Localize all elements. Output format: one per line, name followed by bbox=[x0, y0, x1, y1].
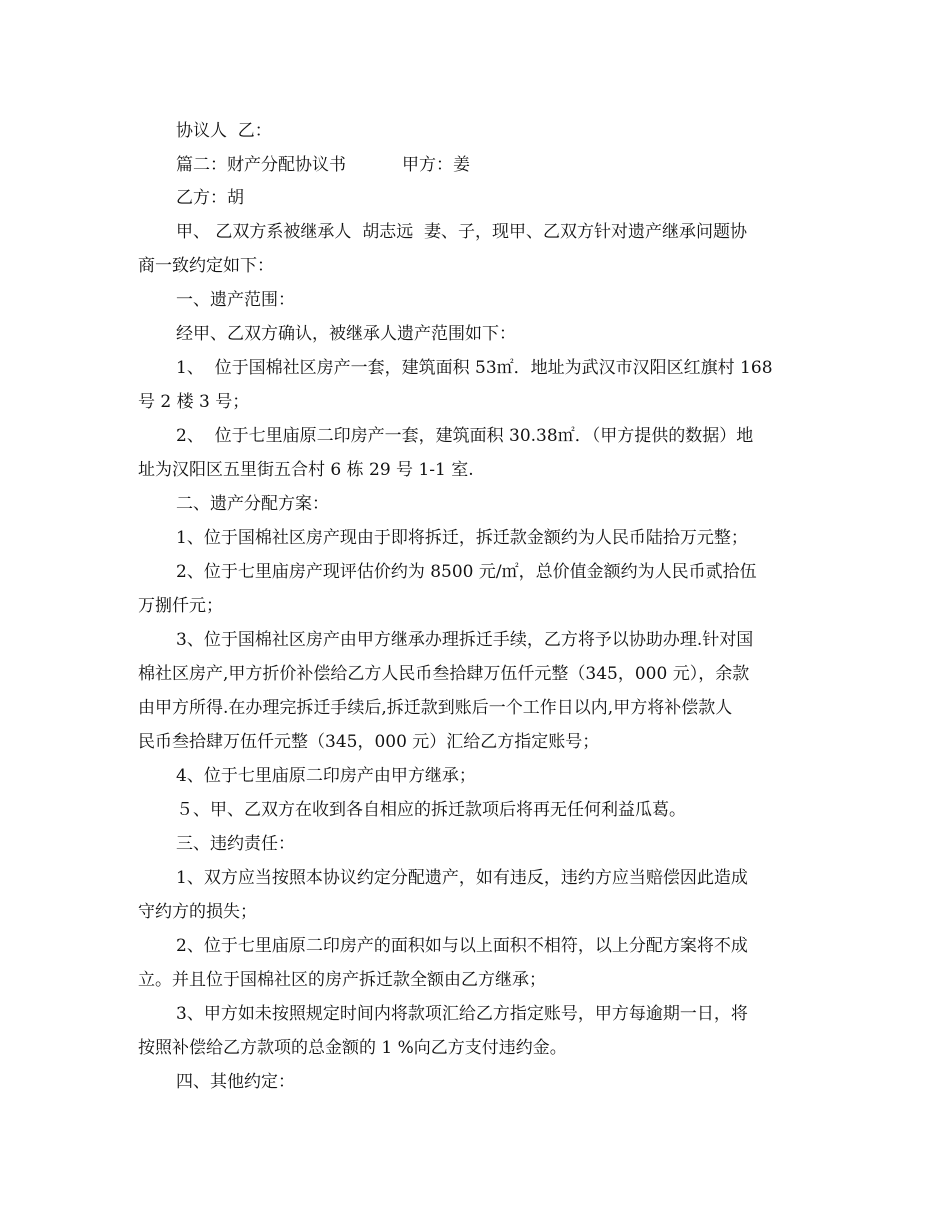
text-line: 守约方的损失； bbox=[138, 902, 257, 922]
text-line: 篇二：财产分配协议书 bbox=[176, 155, 346, 175]
text-line: 2、 位于七里庙原二印房产一套，建筑面积 30.38㎡．（甲方提供的数据）地 bbox=[176, 426, 754, 446]
text-line: ５、甲、乙双方在收到各自相应的拆迁款项后将再无任何利益瓜葛。 bbox=[176, 800, 686, 820]
section-heading: 一、遗产范围： bbox=[176, 290, 295, 310]
text-line: 棉社区房产,甲方折价补偿给乙方人民币叁拾肆万伍仟元整（345，000 元），余款 bbox=[138, 664, 750, 684]
text-line: 1、位于国棉社区房产现由于即将拆迁，拆迁款金额约为人民币陆拾万元整； bbox=[176, 528, 748, 548]
section-heading: 四、其他约定： bbox=[176, 1072, 295, 1092]
text-line: 甲、 乙双方系被继承人 胡志远 妻、子，现甲、乙双方针对遗产继承问题协 bbox=[176, 222, 748, 242]
section-heading: 三、违约责任： bbox=[176, 834, 295, 854]
text-line: 乙方：胡 bbox=[176, 188, 244, 208]
text-line: 2、位于七里庙原二印房产的面积如与以上面积不相符，以上分配方案将不成 bbox=[176, 936, 748, 956]
text-line: 3、甲方如未按照规定时间内将款项汇给乙方指定账号，甲方每逾期一日，将 bbox=[176, 1004, 748, 1024]
text-line: 协议人 乙： bbox=[176, 121, 272, 141]
text-line: 1、 位于国棉社区房产一套，建筑面积 53㎡．地址为武汉市汉阳区红旗村 168 bbox=[176, 358, 773, 378]
text-line: 民币叁拾肆万伍仟元整（345，000 元）汇给乙方指定账号； bbox=[138, 732, 600, 752]
text-line: 万捌仟元； bbox=[138, 596, 223, 616]
text-line: 4、位于七里庙原二印房产由甲方继承； bbox=[176, 766, 476, 786]
text-line: 1、双方应当按照本协议约定分配遗产，如有违反，违约方应当赔偿因此造成 bbox=[176, 868, 748, 888]
text-line: 号 2 楼 3 号； bbox=[138, 392, 250, 412]
text-line: 立。并且位于国棉社区的房产拆迁款全额由乙方继承； bbox=[138, 970, 546, 990]
text-line: 址为汉阳区五里街五合村 6 栋 29 号 1-1 室. bbox=[138, 460, 474, 480]
text-line: 甲方：姜 bbox=[402, 155, 470, 175]
section-heading: 二、遗产分配方案： bbox=[176, 494, 329, 514]
text-line: 3、位于国棉社区房产由甲方继承办理拆迁手续，乙方将予以协助办理.针对国 bbox=[176, 630, 754, 650]
text-line: 商一致约定如下： bbox=[138, 256, 274, 276]
text-line: 2、位于七里庙房产现评估价约为 8500 元/㎡，总价值金额约为人民币贰拾伍 bbox=[176, 562, 757, 582]
text-line: 经甲、乙双方确认，被继承人遗产范围如下： bbox=[176, 324, 516, 344]
text-line: 由甲方所得.在办理完拆迁手续后,拆迁款到账后一个工作日以内,甲方将补偿款人 bbox=[138, 698, 733, 718]
text-line: 按照补偿给乙方款项的总金额的 1 %向乙方支付违约金。 bbox=[138, 1038, 567, 1058]
